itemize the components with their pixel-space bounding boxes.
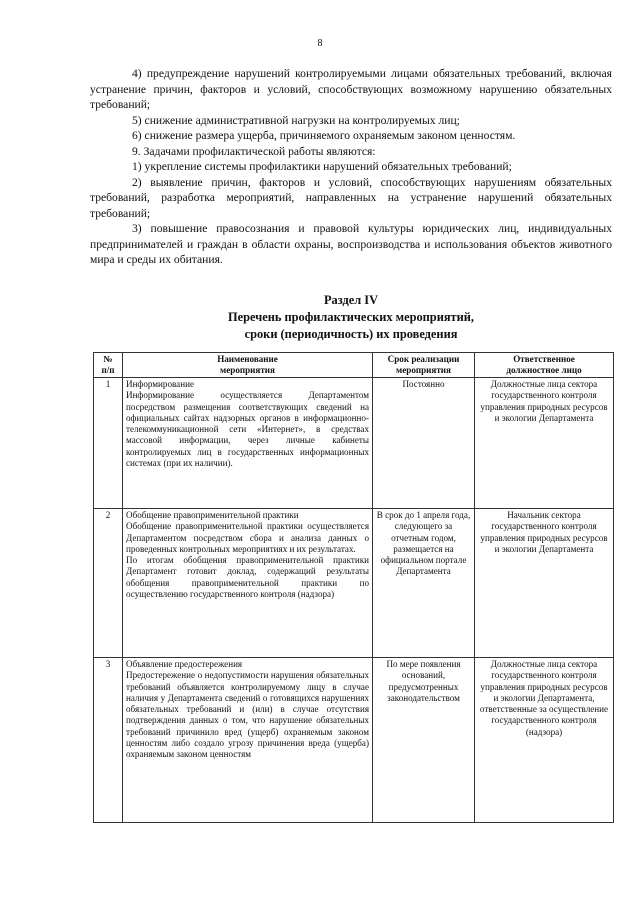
event-responsible: Начальник сектора государственного контроля управления природных ресурсов и экологии Департамента [475, 509, 614, 658]
header-num: № п/п [94, 353, 123, 378]
page-number: 8 [317, 38, 323, 49]
paragraph: 2) выявление причин, факторов и условий, способствующих нарушениям обязательных требований, разработка мероприятий, направленных на устранение нарушений обязательных требований; [90, 175, 612, 220]
paragraph: 4) предупреждение нарушений контролируемыми лицами обязательных требований, включая устранение причин, факторов и условий, способствующих возможному нарушению обязательных требований; [90, 67, 612, 111]
event-title: Информирование [126, 379, 194, 389]
paragraph: 5) снижение административной нагрузки на контролируемых лиц; [132, 113, 460, 127]
row-number: 2 [94, 509, 123, 658]
event-term: Постоянно [373, 378, 475, 509]
section-subtitle-line2: сроки (периодичность) их проведения [244, 327, 458, 341]
event-responsible: Должностные лица сектора государственного контроля управления природных ресурсов и экологии Департамента, ответственные за осуществление государственного контроля (надзора) [475, 658, 614, 823]
event-term: По мере появления оснований, предусмотренных законодательством [373, 658, 475, 823]
row-number: 1 [94, 378, 123, 509]
table-row [94, 378, 614, 509]
section-heading [90, 292, 612, 343]
paragraph: 6) снижение размера ущерба, причиняемого охраняемым законом ценностям. [132, 129, 516, 142]
table-header-row [94, 353, 614, 378]
table-row [94, 658, 614, 823]
header-name: Наименование мероприятия [123, 353, 373, 378]
header-term: Срок реализации мероприятия [373, 353, 475, 378]
paragraph: 3) повышение правосознания и правовой культуры юридических лиц, индивидуальных предпринимателей и граждан в области охраны, воспроизводства и использования объектов животного мира и среды их обитания. [90, 222, 612, 266]
event-responsible: Должностные лица сектора государственного контроля управления природных ресурсов и экологии Департамента [475, 378, 614, 509]
body-text [90, 66, 612, 268]
event-name [123, 509, 373, 658]
event-description: Обобщение правоприменительной практики осуществляется Департаментом посредством сбора и анализа данных о проведенных контрольных мероприятиях и их результатах. [126, 521, 369, 554]
row-number: 3 [94, 658, 123, 823]
events-table [93, 352, 614, 823]
event-title: Объявление предостережения [126, 659, 243, 669]
event-term: В срок до 1 апреля года, следующего за отчетным годом, размещается на официальном портале Департамента [373, 509, 475, 658]
event-title: Обобщение правоприменительной практики [126, 510, 299, 520]
event-description: Предостережение о недопустимости нарушения обязательных требований объявляется контролируемому лицу в случае наличия у Департамента сведений о готовящихся нарушениях обязательных требований и (или) в случае отсутствия подтверждения данных о том, что нарушение обязательных требований причинило вред (ущерб) охраняемым законом ценностям либо создало угрозу причинения вреда (ущерба) охраняемым законом ценностям [126, 670, 369, 760]
section-subtitle-line1: Перечень профилактических мероприятий, [227, 310, 474, 324]
table-row [94, 509, 614, 658]
section-title: Раздел IV [323, 293, 379, 307]
event-description-extra: По итогам обобщения правоприменительной практики Департамент готовит доклад, содержащий результаты обобщения правоприменительной практики по осуществлению государственного контроля (надзора) [126, 555, 369, 600]
event-name [123, 658, 373, 823]
header-responsible: Ответственное должностное лицо [475, 353, 614, 378]
paragraph: 1) укрепление системы профилактики нарушений обязательных требований; [132, 160, 512, 173]
paragraph: 9. Задачами профилактической работы являются: [132, 144, 376, 158]
event-name [123, 378, 373, 509]
event-description: Информирование осуществляется Департаментом посредством размещения соответствующих сведений на официальных сайтах надзорных органов в информационно-телекоммуникационной сети «Интернет», в средствах массовой информации, через личные кабинеты контролируемых лиц в государственных информационных системах (при их наличии). [126, 390, 369, 469]
